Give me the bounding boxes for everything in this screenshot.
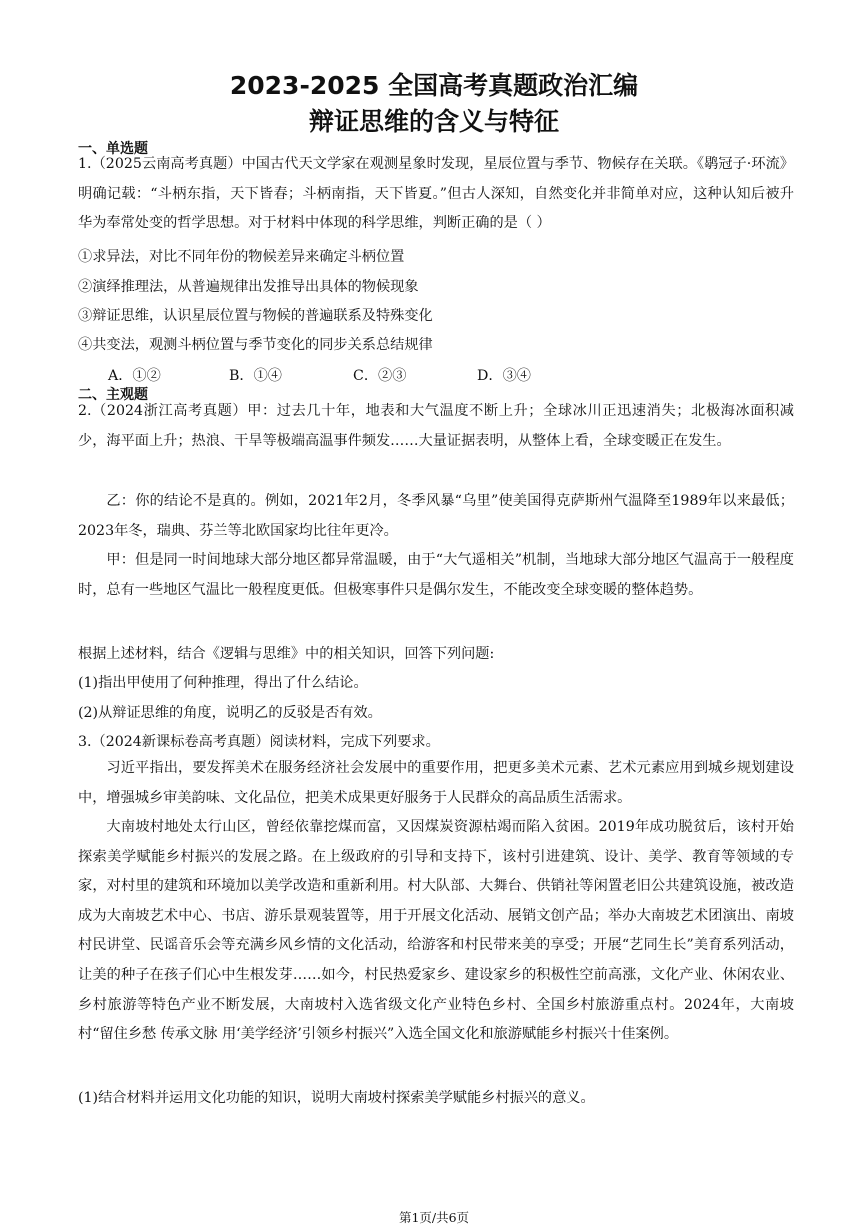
question-2-para-2: 乙：你的结论不是真的。例如，2021年2月，冬季风暴“乌里”使美国得克萨斯州气温降至1989年以来最低；2023年冬，瑞典、芬兰等北欧国家均比往年更冷。	[78, 493, 794, 539]
question-2-prompt: 根据上述材料，结合《逻辑与思维》中的相关知识，回答下列问题:	[78, 646, 495, 662]
doc-subtitle: 辩证思维的含义与特征	[308, 107, 559, 136]
question-3-sub-1: (1)结合材料并运用文化功能的知识，说明大南坡村探索美学赋能乡村振兴的意义。	[78, 1090, 595, 1106]
question-3-para-1: 习近平指出，要发挥美术在服务经济社会发展中的重要作用，把更多美术元素、艺术元素应用到城乡规划建设中，增强城乡审美韵味、文化品位，把美术成果更好服务于人民群众的高品质生活需求。	[78, 760, 794, 806]
q1-options	[108, 365, 608, 385]
option-a: A．①②	[108, 368, 161, 384]
q1-item-1: ①求异法，对比不同年份的物候差异来确定斗柄位置	[78, 249, 405, 265]
question-2-stem: 2.（2024浙江高考真题）甲：过去几十年，地表和大气温度不断上升；全球冰川正迅速消失；北极海冰面积减少，海平面上升；热浪、干旱等极端高温事件频发……大量证据表明，从整体上看，全球变暖正在发生。	[78, 403, 794, 449]
q1-item-3: ③辩证思维，认识星辰位置与物候的普遍联系及特殊变化	[78, 308, 433, 324]
option-c: C．②③	[353, 368, 407, 384]
question-3-stem: 3.（2024新课标卷高考真题）阅读材料，完成下列要求。	[78, 734, 440, 750]
section-heading-single-choice: 一、单选题	[78, 141, 148, 157]
section-heading-subjective: 二、主观题	[78, 387, 148, 403]
option-d: D．③④	[477, 368, 531, 384]
q1-item-2: ②演绎推理法，从普遍规律出发推导出具体的物候现象	[78, 279, 419, 295]
question-2-sub-2: (2)从辩证思维的角度，说明乙的反驳是否有效。	[78, 705, 382, 721]
question-1-stem: 1.（2025云南高考真题）中国古代天文学家在观测星象时发现，星辰位置与季节、物候存在关联。《鹖冠子·环流》明确记载：“斗柄东指，天下皆春；斗柄南指，天下皆夏。”但古人深知，自然变化并非简单对应，这种认知后被升华为奉常处变的哲学思想。对于材料中体现的科学思维，判断正确的是（ ）	[78, 156, 794, 232]
question-2-sub-1: (1)指出甲使用了何种推理，得出了什么结论。	[78, 675, 368, 691]
q1-item-4: ④共变法，观测斗柄位置与季节变化的同步关系总结规律	[78, 337, 433, 353]
doc-title: 2023-2025 全国高考真题政治汇编	[229, 71, 639, 100]
question-3-para-2: 大南坡村地处太行山区，曾经依靠挖煤而富，又因煤炭资源枯竭而陷入贫困。2019年成功脱贫后，该村开始探索美学赋能乡村振兴的发展之路。在上级政府的引导和支持下，该村引进建筑、设计、美学、教育等领域的专家，对村里的建筑和环境加以美学改造和重新利用。村大队部、大舞台、供销社等闲置老旧公共建筑设施，被改造成为大南坡艺术中心、书店、游乐景观装置等，用于开展文化活动、展销文创产品；举办大南坡艺术团演出、南坡村民讲堂、民谣音乐会等充满乡风乡情的文化活动，给游客和村民带来美的享受；开展“艺同生长”美育系列活动，让美的种子在孩子们心中生根发芽……如今，村民热爱家乡、建设家乡的积极性空前高涨，文化产业、休闲农业、乡村旅游等特色产业不断发展，大南坡村入选省级文化产业特色乡村、全国乡村旅游重点村。2024年，大南坡村“留住乡愁 传承文脉 用‘美学经济’引领乡村振兴”入选全国文化和旅游赋能乡村振兴十佳案例。	[78, 819, 794, 1043]
option-b: B．①④	[229, 368, 282, 384]
page-number: 第1页/共6页	[398, 1210, 470, 1225]
question-2-para-3: 甲：但是同一时间地球大部分地区都异常温暖，由于“大气遥相关”机制，当地球大部分地区气温高于一般程度时，总有一些地区气温比一般程度更低。但极寒事件只是偶尔发生，不能改变全球变暖的整体趋势。	[78, 552, 794, 598]
